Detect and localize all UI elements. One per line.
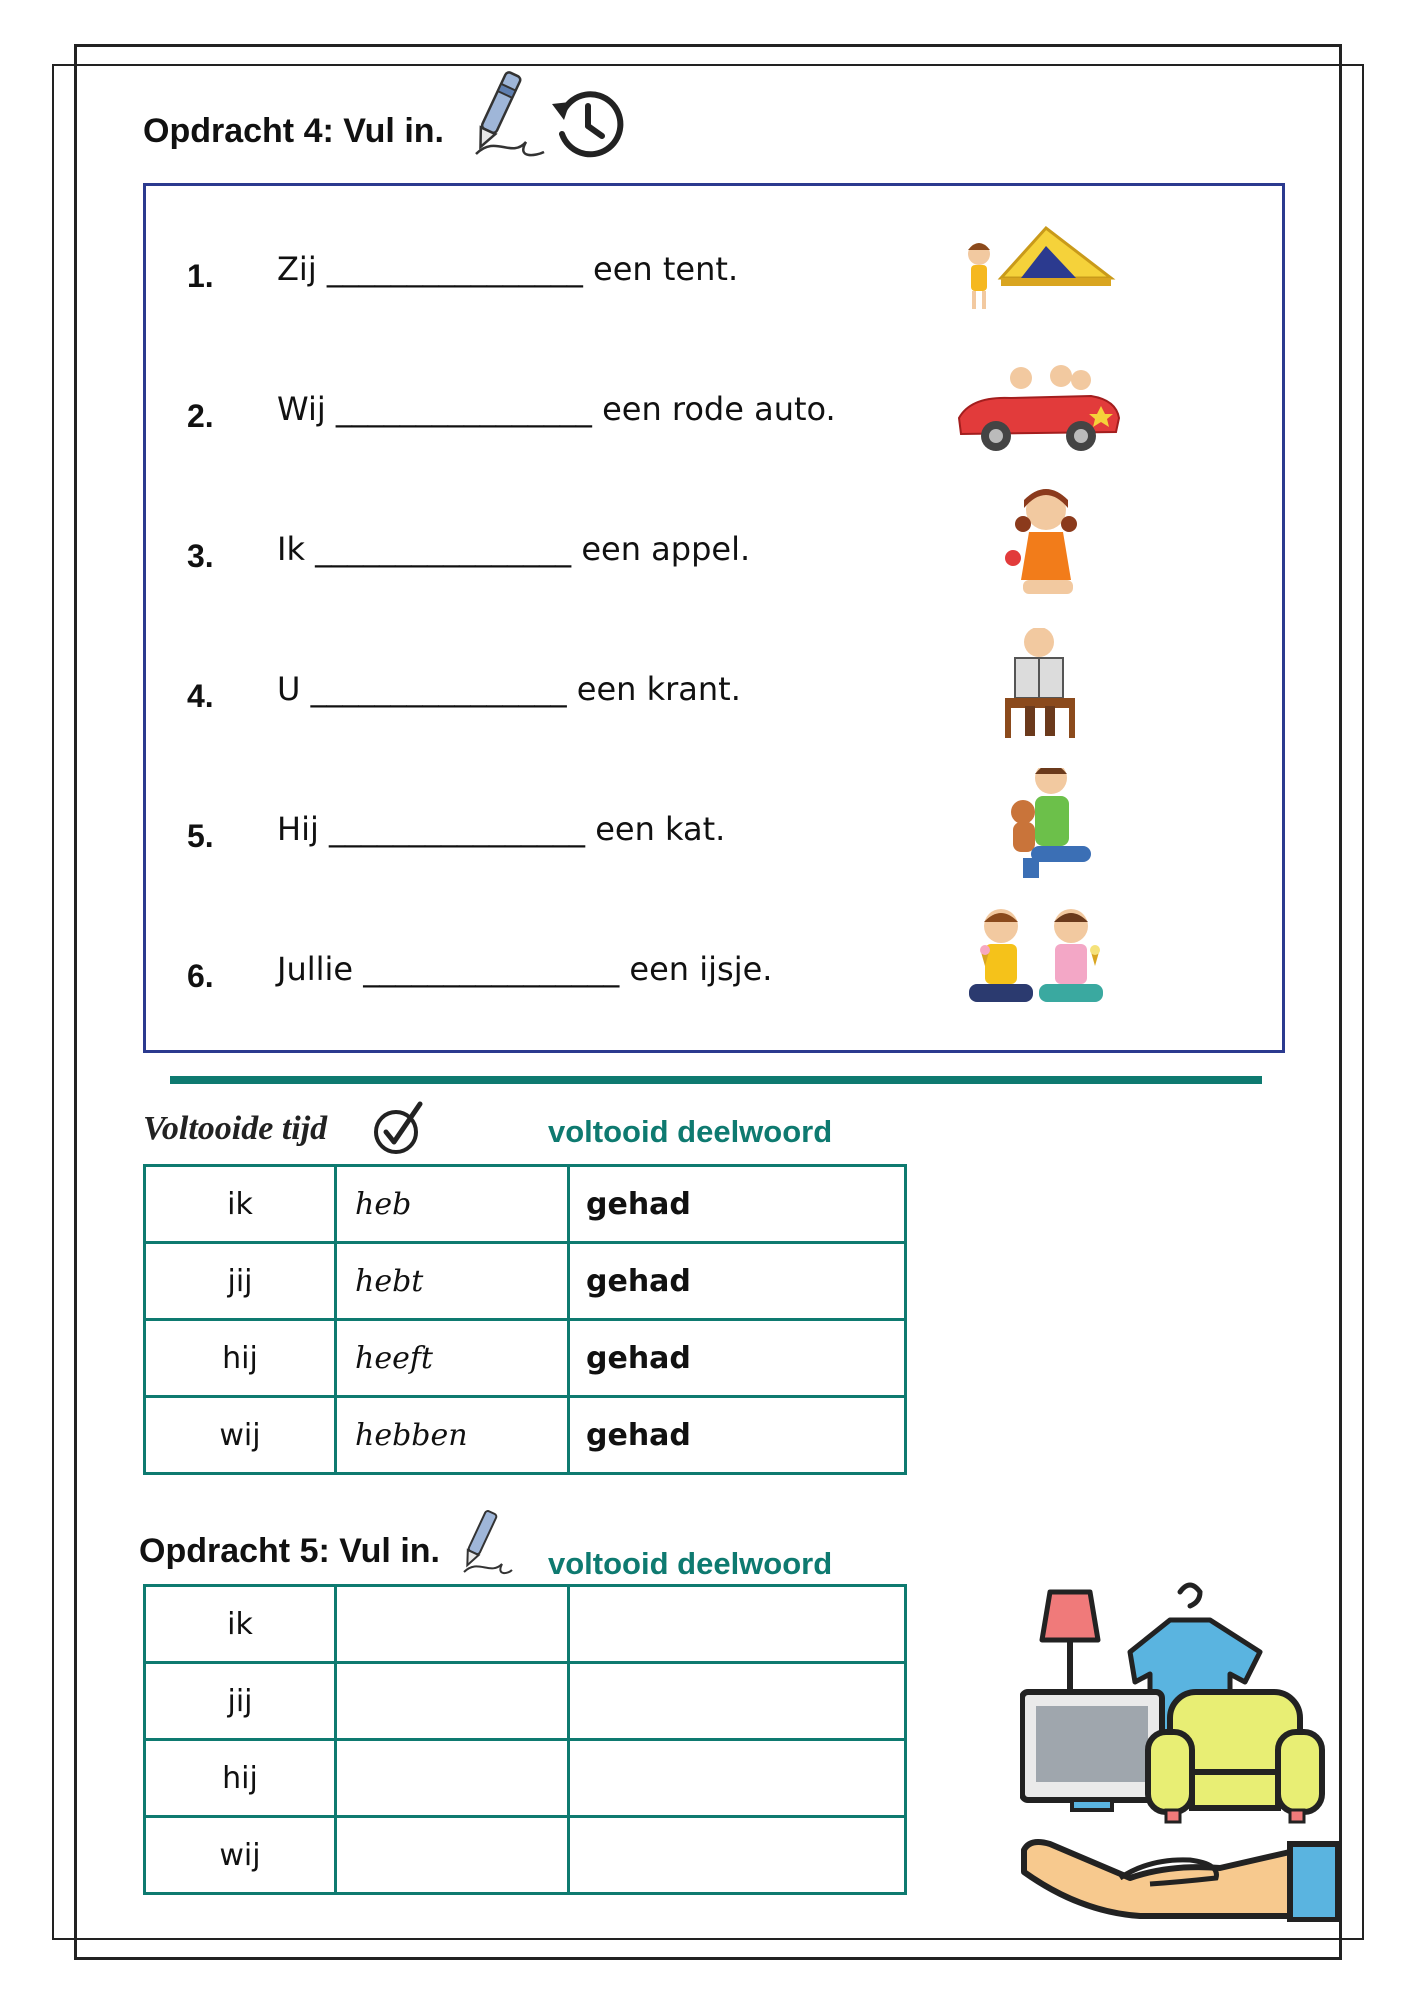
pronoun-cell: hij <box>145 1740 336 1817</box>
perfect-tense-heading: Voltooide tijd <box>143 1110 328 1147</box>
girl-apple-image <box>951 488 1121 608</box>
item-number: 2. <box>187 398 214 434</box>
exercise-item <box>146 238 1282 318</box>
tent-girl-image <box>951 208 1121 328</box>
auxiliary-input-cell[interactable] <box>336 1740 569 1817</box>
exercise-4-box <box>143 183 1285 1053</box>
table-row <box>145 1320 906 1397</box>
pen-icon <box>452 1506 514 1578</box>
participle-heading: voltooid deelwoord <box>548 1114 833 1149</box>
pronoun-cell: ik <box>145 1586 336 1663</box>
history-clock-icon <box>548 84 626 162</box>
table-row <box>145 1663 906 1740</box>
exercise-5-table <box>143 1584 907 1895</box>
exercise-item <box>146 658 1282 738</box>
item-sentence[interactable]: U ________________ een krant. <box>277 670 741 708</box>
pronoun-cell: jij <box>145 1663 336 1740</box>
table-row <box>145 1166 906 1243</box>
participle-input-cell[interactable] <box>569 1740 906 1817</box>
participle-input-cell[interactable] <box>569 1586 906 1663</box>
auxiliary-input-cell[interactable] <box>336 1586 569 1663</box>
possessions-illustration-icon <box>1020 1582 1350 1922</box>
exercise-5-title: Opdracht 5: Vul in. <box>139 1532 440 1570</box>
exercise-item <box>146 518 1282 598</box>
table-row <box>145 1586 906 1663</box>
table-row <box>145 1243 906 1320</box>
pronoun-cell: ik <box>145 1166 336 1243</box>
item-sentence[interactable]: Wij ________________ een rode auto. <box>277 390 836 428</box>
participle-input-cell[interactable] <box>569 1663 906 1740</box>
pronoun-cell: jij <box>145 1243 336 1320</box>
participle-heading: voltooid deelwoord <box>548 1546 833 1581</box>
item-sentence[interactable]: Hij ________________ een kat. <box>277 810 726 848</box>
participle-cell: gehad <box>569 1166 906 1243</box>
children-icecream-image <box>951 908 1121 1028</box>
participle-cell: gehad <box>569 1320 906 1397</box>
exercise-item <box>146 798 1282 878</box>
red-car-family-image <box>951 348 1121 468</box>
item-number: 1. <box>187 258 214 294</box>
checkmark-circle-icon <box>370 1098 426 1158</box>
auxiliary-input-cell[interactable] <box>336 1663 569 1740</box>
item-sentence[interactable]: Jullie ________________ een ijsje. <box>277 950 773 988</box>
item-sentence[interactable]: Ik ________________ een appel. <box>277 530 751 568</box>
auxiliary-input-cell[interactable] <box>336 1817 569 1894</box>
table-row <box>145 1397 906 1474</box>
participle-input-cell[interactable] <box>569 1817 906 1894</box>
man-newspaper-image <box>951 628 1121 748</box>
pronoun-cell: wij <box>145 1817 336 1894</box>
section-divider <box>170 1076 1262 1084</box>
item-sentence[interactable]: Zij ________________ een tent. <box>277 250 739 288</box>
pen-icon <box>456 64 546 164</box>
auxiliary-cell: hebben <box>336 1397 569 1474</box>
exercise-item <box>146 378 1282 458</box>
auxiliary-cell: heb <box>336 1166 569 1243</box>
man-cat-image <box>951 768 1121 888</box>
item-number: 3. <box>187 538 214 574</box>
item-number: 4. <box>187 678 214 714</box>
pronoun-cell: hij <box>145 1320 336 1397</box>
table-row <box>145 1817 906 1894</box>
participle-cell: gehad <box>569 1397 906 1474</box>
perfect-tense-table <box>143 1164 907 1475</box>
table-row <box>145 1740 906 1817</box>
exercise-4-title: Opdracht 4: Vul in. <box>143 112 444 150</box>
pronoun-cell: wij <box>145 1397 336 1474</box>
auxiliary-cell: hebt <box>336 1243 569 1320</box>
item-number: 6. <box>187 958 214 994</box>
item-number: 5. <box>187 818 214 854</box>
participle-cell: gehad <box>569 1243 906 1320</box>
exercise-item <box>146 938 1282 1018</box>
auxiliary-cell: heeft <box>336 1320 569 1397</box>
